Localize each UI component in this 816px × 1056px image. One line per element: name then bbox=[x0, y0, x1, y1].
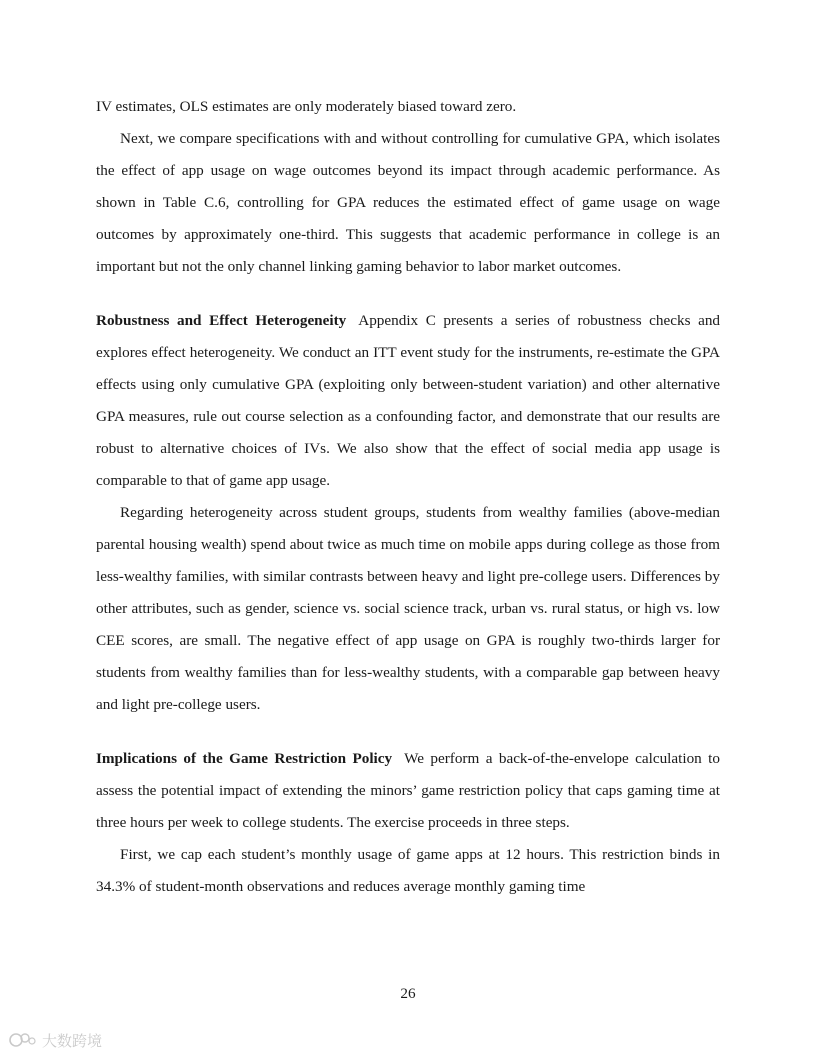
paragraph-heterogeneity: Regarding heterogeneity across student groups, students from wealthy families (above-median parental housing wealth) spend about twice as much time on mobile apps during college as those from less-wealthy families, with similar contrasts between heavy and light pre-college users. Differences by other attributes, such as gender, science vs. social science track, urban vs. rural status, or high vs. low CEE scores, are small. The negative effect of app usage on GPA is roughly two-thirds larger for students from wealthy families than for less-wealthy students, with a comparable gap between heavy and light pre-college users. bbox=[96, 504, 720, 713]
watermark bbox=[8, 1028, 118, 1052]
paragraph-robustness-text: Appendix C presents a series of robustness checks and explores effect heterogeneity. We conduct an ITT event study for the instruments, re-estimate the GPA effects using only cumulative GPA (exploiting only between-student variation) and other alternative GPA measures, rule out course selection as a confounding factor, and demonstrate that our results are robust to alternative choices of IVs. We also show that the effect of social media app usage is comparable to that of game app usage. bbox=[96, 312, 721, 489]
watermark-logo-icon bbox=[8, 1030, 38, 1050]
paragraph-gpa-controls: Next, we compare specifications with and without controlling for cumulative GPA, which isolates the effect of app usage on wage outcomes beyond its impact through academic performance. As shown in Table C.6, controlling for GPA reduces the estimated effect of game usage on wage outcomes by approximately one-third. This suggests that academic performance in college is an important but not the only channel linking gaming behavior to labor market outcomes. bbox=[96, 130, 720, 275]
paragraph-policy-text: We perform a back-of-the-envelope calculation to assess the potential impact of extending the minors’ game restriction policy that caps gaming time at three hours per week to college students. The exercise proceeds in three steps. bbox=[96, 750, 720, 831]
section-spacer bbox=[96, 721, 720, 743]
watermark-text: 大数跨境 bbox=[42, 1031, 103, 1050]
paragraph-robustness-intro bbox=[96, 305, 720, 497]
paragraph-first-step: First, we cap each student’s monthly usage of game apps at 12 hours. This restriction binds in 34.3% of student-month observations and reduces average monthly gaming time bbox=[96, 846, 720, 895]
page-number: 26 bbox=[400, 985, 416, 1002]
section-robustness bbox=[96, 305, 720, 721]
section-spacer bbox=[96, 283, 720, 305]
section-heading-robustness: Robustness and Effect Heterogeneity bbox=[96, 312, 347, 329]
paragraph-policy-intro bbox=[96, 743, 720, 839]
section-heading-policy: Implications of the Game Restriction Policy bbox=[96, 750, 393, 767]
paragraph-ols-bias: IV estimates, OLS estimates are only moderately biased toward zero. bbox=[96, 98, 517, 115]
paper-body bbox=[96, 91, 720, 903]
section-game-restriction bbox=[96, 743, 720, 903]
